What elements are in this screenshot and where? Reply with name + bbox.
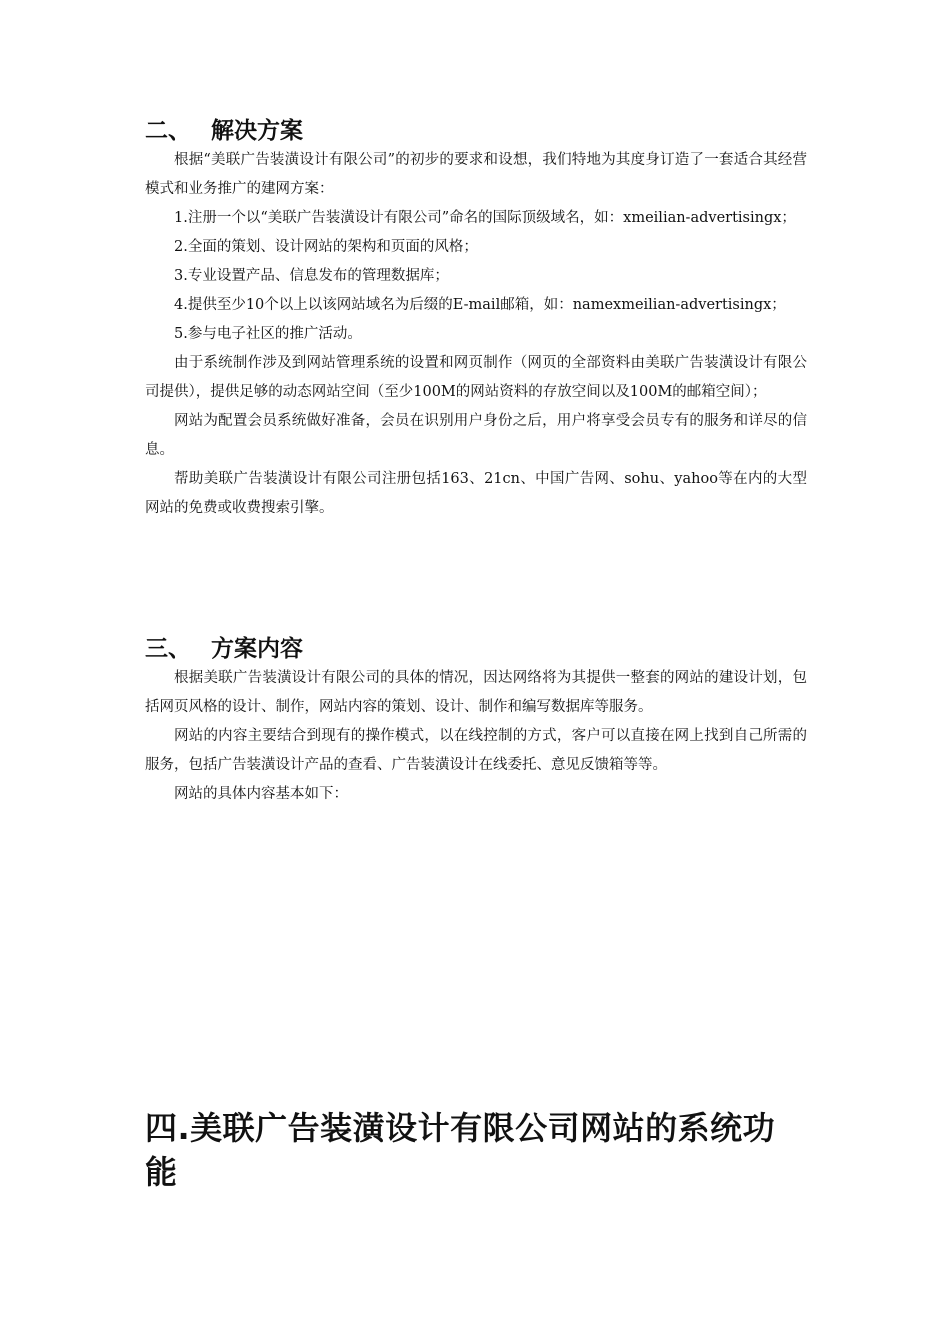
section-heading-content — [145, 634, 807, 664]
paragraph: 网站的内容主要结合到现有的操作模式，以在线控制的方式，客户可以直接在网上找到自己所需的服务，包括广告装潢设计产品的查看、广告装潢设计在线委托、意见反馈箱等等。 — [145, 728, 807, 773]
paragraph: 2.全面的策划、设计网站的架构和页面的风格； — [174, 239, 478, 255]
paragraph: 3.专业设置产品、信息发布的管理数据库； — [174, 268, 449, 284]
paragraph: 1.注册一个以“美联广告装潢设计有限公司”命名的国际顶级域名，如：xmeilian-advertisingx； — [174, 210, 796, 226]
section-title: 解决方案 — [211, 118, 303, 144]
section-number: 三、 — [145, 636, 191, 662]
section-content — [145, 634, 807, 809]
section-heading-solution — [145, 116, 807, 146]
section-title: 方案内容 — [211, 636, 303, 662]
paragraph: 根据美联广告装潢设计有限公司的具体的情况，因达网络将为其提供一整套的网站的建设计划，包括网页风格的设计、制作，网站内容的策划、设计、制作和编写数据库等服务。 — [145, 670, 807, 715]
section-heading-system-functions: 四.美联广告装潢设计有限公司网站的系统功能 — [145, 1109, 776, 1191]
paragraph: 帮助美联广告装潢设计有限公司注册包括163、21cn、中国广告网、sohu、yahoo等在内的大型网站的免费或收费搜索引擎。 — [145, 471, 807, 516]
paragraph: 5.参与电子社区的推广活动。 — [174, 326, 362, 342]
paragraph: 由于系统制作涉及到网站管理系统的设置和网页制作（网页的全部资料由美联广告装潢设计有限公司提供），提供足够的动态网站空间（至少100M的网站资料的存放空间以及100M的邮箱空间）； — [145, 355, 807, 400]
paragraph: 网站的具体内容基本如下： — [174, 786, 348, 802]
section-number: 二、 — [145, 118, 191, 144]
paragraph: 网站为配置会员系统做好准备，会员在识别用户身份之后，用户将享受会员专有的服务和详尽的信息。 — [145, 413, 807, 458]
paragraph: 4.提供至少10个以上以该网站域名为后缀的E-mail邮箱，如：namexmeilian-advertisingx； — [174, 297, 786, 313]
section-solution — [145, 116, 807, 523]
paragraph: 根据“美联广告装潢设计有限公司”的初步的要求和设想，我们特地为其度身订造了一套适合其经营模式和业务推广的建网方案： — [145, 152, 807, 197]
